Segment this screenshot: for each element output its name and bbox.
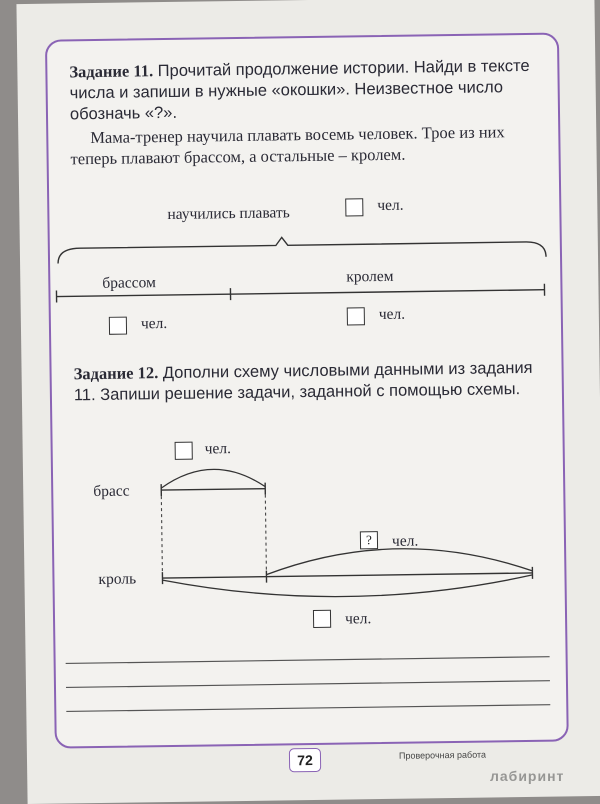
part1-unit: чел. (141, 315, 168, 333)
row2-label: кроль (98, 570, 136, 589)
total-unit: чел. (377, 197, 404, 215)
task11-instruction: Прочитай продолжение истории. Найди в тексте числа и запиши в нужные «окошки». Неизвестное число обозначь «?». (70, 57, 530, 123)
answer-line-3[interactable] (66, 705, 550, 712)
part1-label: брассом (102, 274, 156, 293)
task-frame (45, 33, 569, 749)
answer-line-1[interactable] (66, 657, 550, 664)
unknown-box[interactable]: ? (360, 531, 378, 549)
workbook-page (16, 0, 600, 804)
task12-label: Задание 12. (73, 363, 158, 383)
crawl-unit: чел. (345, 610, 372, 628)
footer-text: Проверочная работа (399, 750, 486, 761)
row1-label: брасс (93, 483, 130, 502)
part2-label: кролем (346, 268, 393, 287)
watermark: лабиринт (490, 768, 564, 784)
page-number: 72 (289, 748, 321, 772)
task12-instruction: Дополни схему числовыми данными из задания 11. Запиши решение задачи, заданной с помощью схемы. (74, 359, 533, 404)
answer-lines (47, 35, 567, 742)
unknown-unit: чел. (392, 533, 419, 551)
answer-line-2[interactable] (66, 681, 550, 688)
total-label: научились плавать (167, 204, 290, 224)
part2-unit: чел. (379, 306, 406, 324)
task11-story: Мама-тренер научила плавать восемь человек. Трое из них теперь плавают брассом, а остальные – кролем. (70, 121, 545, 170)
task11-label: Задание 11. (69, 61, 153, 81)
brass-unit: чел. (205, 440, 232, 458)
